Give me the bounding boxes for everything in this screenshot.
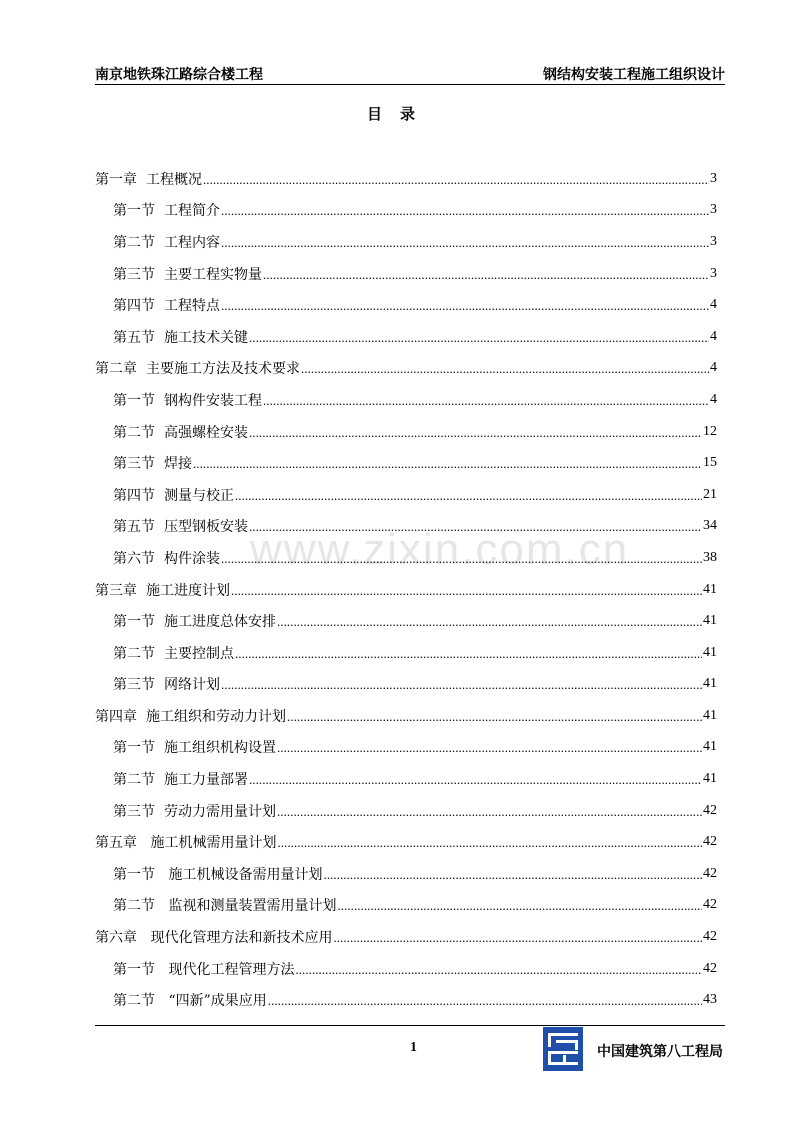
toc-entry-number: 第四节 [113, 487, 155, 504]
toc-entry[interactable] [95, 321, 717, 353]
toc-entry-title: 焊接 [164, 456, 192, 473]
toc-entry-number: 第二节 [113, 898, 155, 915]
toc-entry-title: 工程概况 [146, 171, 202, 188]
toc-entry[interactable] [95, 289, 717, 321]
toc-entry[interactable] [95, 953, 717, 985]
toc-entry[interactable] [95, 858, 717, 890]
toc-entry-page: 41 [703, 739, 717, 755]
toc-entry-page: 3 [710, 233, 717, 249]
toc-entry-page: 42 [703, 897, 717, 913]
toc-entry-title: 主要施工方法及技术要求 [146, 361, 300, 378]
toc-entry[interactable] [95, 511, 717, 543]
toc-entry-title: 测量与校正 [164, 487, 234, 504]
toc-dot-leader [268, 994, 702, 1008]
toc-entry[interactable] [95, 416, 717, 448]
toc-entry-page: 4 [710, 297, 717, 313]
toc-dot-leader [333, 931, 702, 945]
toc-entry-number: 第二节 [113, 772, 155, 789]
toc-dot-leader [221, 236, 709, 250]
toc-entry-page: 21 [703, 486, 717, 502]
toc-dot-leader [277, 741, 702, 755]
cscec-logo-icon [543, 1027, 583, 1071]
toc-entry-number: 第三节 [113, 803, 155, 820]
toc-entry-number: 第六章 [95, 930, 137, 947]
footer-company-name: 中国建筑第八工程局 [597, 1044, 723, 1060]
toc-entry-page: 4 [710, 360, 717, 376]
toc-entry-page: 38 [703, 549, 717, 565]
toc-entry-title: 工程特点 [164, 298, 220, 315]
toc-entry-title: 网络计划 [164, 677, 220, 694]
toc-entry-number: 第一节 [113, 392, 155, 409]
toc-entry[interactable] [95, 700, 717, 732]
toc-entry[interactable] [95, 605, 717, 637]
toc-entry[interactable] [95, 574, 717, 606]
toc-entry-title: 施工力量部署 [164, 772, 248, 789]
toc-dot-leader [277, 805, 702, 819]
toc-entry-number: 第四章 [95, 708, 137, 725]
toc-entry-number: 第二节 [113, 234, 155, 251]
toc-heading: 目录 [366, 105, 433, 123]
toc-entry-number: 第二章 [95, 361, 137, 378]
toc-entry-page: 3 [710, 170, 717, 186]
toc-entry-number: 第三节 [113, 677, 155, 694]
toc-entry-title: 工程简介 [164, 203, 220, 220]
toc-entry-title: 施工技术关键 [164, 329, 248, 346]
toc-entry[interactable] [95, 637, 717, 669]
toc-entry[interactable] [95, 890, 717, 922]
toc-entry-number: 第一节 [113, 203, 155, 220]
toc-entry-number: 第二节 [113, 424, 155, 441]
toc-dot-leader [287, 710, 702, 724]
toc-entry-number: 第一节 [113, 614, 155, 631]
toc-dot-leader [263, 268, 709, 282]
toc-entry-number: 第三节 [113, 456, 155, 473]
toc-entry-page: 42 [703, 960, 717, 976]
toc-entry[interactable] [95, 384, 717, 416]
toc-dot-leader [323, 868, 702, 882]
toc-entry-title: 钢构件安装工程 [164, 392, 262, 409]
header-document-title: 钢结构安装工程施工组织设计 [543, 67, 725, 83]
toc-dot-leader [203, 173, 709, 187]
toc-entry[interactable] [95, 542, 717, 574]
toc-entry-page: 15 [703, 455, 717, 471]
toc-dot-leader [235, 489, 702, 503]
toc-entry-title: 主要工程实物量 [164, 266, 262, 283]
toc-entry-page: 41 [703, 676, 717, 692]
toc-entry-page: 3 [710, 202, 717, 218]
toc-entry[interactable] [95, 479, 717, 511]
toc-entry[interactable] [95, 353, 717, 385]
table-of-contents [95, 163, 717, 1016]
toc-dot-leader [221, 299, 709, 313]
toc-dot-leader [193, 457, 702, 471]
header-divider [95, 84, 725, 85]
toc-entry-title: “四新”成果应用 [164, 993, 267, 1010]
toc-entry-title: 压型钢板安装 [164, 519, 248, 536]
toc-entry[interactable] [95, 921, 717, 953]
toc-entry-page: 42 [703, 802, 717, 818]
toc-dot-leader [221, 204, 709, 218]
toc-entry-title: 劳动力需用量计划 [164, 803, 276, 820]
toc-entry-number: 第六节 [113, 550, 155, 567]
footer-divider [95, 1025, 725, 1026]
toc-dot-leader [249, 331, 709, 345]
watermark: www.zixin.com.cn [250, 525, 630, 574]
toc-entry-page: 12 [703, 423, 717, 439]
toc-entry-number: 第五节 [113, 329, 155, 346]
toc-entry-page: 41 [703, 644, 717, 660]
toc-entry-title: 施工组织和劳动力计划 [146, 708, 286, 725]
toc-entry-number: 第二节 [113, 645, 155, 662]
toc-entry-number: 第一节 [113, 740, 155, 757]
toc-dot-leader [249, 426, 702, 440]
toc-entry-title: 施工进度计划 [146, 582, 230, 599]
toc-entry-title: 施工机械设备需用量计划 [164, 866, 323, 883]
toc-entry[interactable] [95, 984, 717, 1016]
toc-entry[interactable] [95, 163, 717, 195]
toc-entry-page: 34 [703, 518, 717, 534]
toc-entry-number: 第一章 [95, 171, 137, 188]
toc-dot-leader [235, 647, 702, 661]
page-number: 1 [410, 1040, 417, 1055]
toc-entry-number: 第一节 [113, 866, 155, 883]
toc-dot-leader [277, 836, 702, 850]
toc-entry[interactable] [95, 795, 717, 827]
toc-entry-page: 41 [703, 707, 717, 723]
toc-dot-leader [337, 899, 702, 913]
toc-entry[interactable] [95, 195, 717, 227]
toc-entry-number: 第五章 [95, 835, 137, 852]
toc-entry-title: 现代化工程管理方法 [164, 961, 295, 978]
toc-dot-leader [277, 615, 702, 629]
toc-entry-title: 现代化管理方法和新技术应用 [146, 930, 333, 947]
toc-entry-page: 41 [703, 613, 717, 629]
toc-entry-page: 42 [703, 834, 717, 850]
toc-entry-page: 4 [710, 391, 717, 407]
toc-entry-number: 第三章 [95, 582, 137, 599]
toc-entry-page: 3 [710, 265, 717, 281]
toc-dot-leader [221, 552, 702, 566]
toc-entry-page: 42 [703, 865, 717, 881]
toc-entry-page: 43 [703, 992, 717, 1008]
toc-dot-leader [263, 394, 709, 408]
toc-entry-title: 施工进度总体安排 [164, 614, 276, 631]
toc-dot-leader [221, 678, 702, 692]
toc-entry-number: 第一节 [113, 961, 155, 978]
toc-dot-leader [295, 963, 702, 977]
toc-dot-leader [231, 584, 702, 598]
toc-entry-number: 第二节 [113, 993, 155, 1010]
toc-entry[interactable] [95, 763, 717, 795]
page-header [95, 64, 725, 84]
toc-entry-title: 施工机械需用量计划 [146, 835, 277, 852]
toc-dot-leader [301, 362, 709, 376]
toc-entry[interactable] [95, 826, 717, 858]
toc-entry-page: 42 [703, 929, 717, 945]
toc-entry[interactable] [95, 447, 717, 479]
toc-entry-title: 监视和测量装置需用量计划 [164, 898, 337, 915]
toc-entry-title: 构件涂装 [164, 550, 220, 567]
toc-entry-page: 41 [703, 581, 717, 597]
toc-entry-title: 主要控制点 [164, 645, 234, 662]
toc-entry-title: 施工组织机构设置 [164, 740, 276, 757]
toc-entry-page: 4 [710, 328, 717, 344]
toc-entry-number: 第四节 [113, 298, 155, 315]
header-project-name: 南京地铁珠江路综合楼工程 [95, 67, 263, 83]
toc-entry[interactable] [95, 669, 717, 701]
toc-entry-number: 第三节 [113, 266, 155, 283]
toc-entry[interactable] [95, 732, 717, 764]
toc-dot-leader [249, 773, 702, 787]
toc-entry-page: 41 [703, 771, 717, 787]
toc-entry-title: 高强螺栓安装 [164, 424, 248, 441]
toc-entry[interactable] [95, 258, 717, 290]
toc-entry[interactable] [95, 226, 717, 258]
toc-entry-title: 工程内容 [164, 234, 220, 251]
toc-dot-leader [249, 520, 702, 534]
toc-entry-number: 第五节 [113, 519, 155, 536]
